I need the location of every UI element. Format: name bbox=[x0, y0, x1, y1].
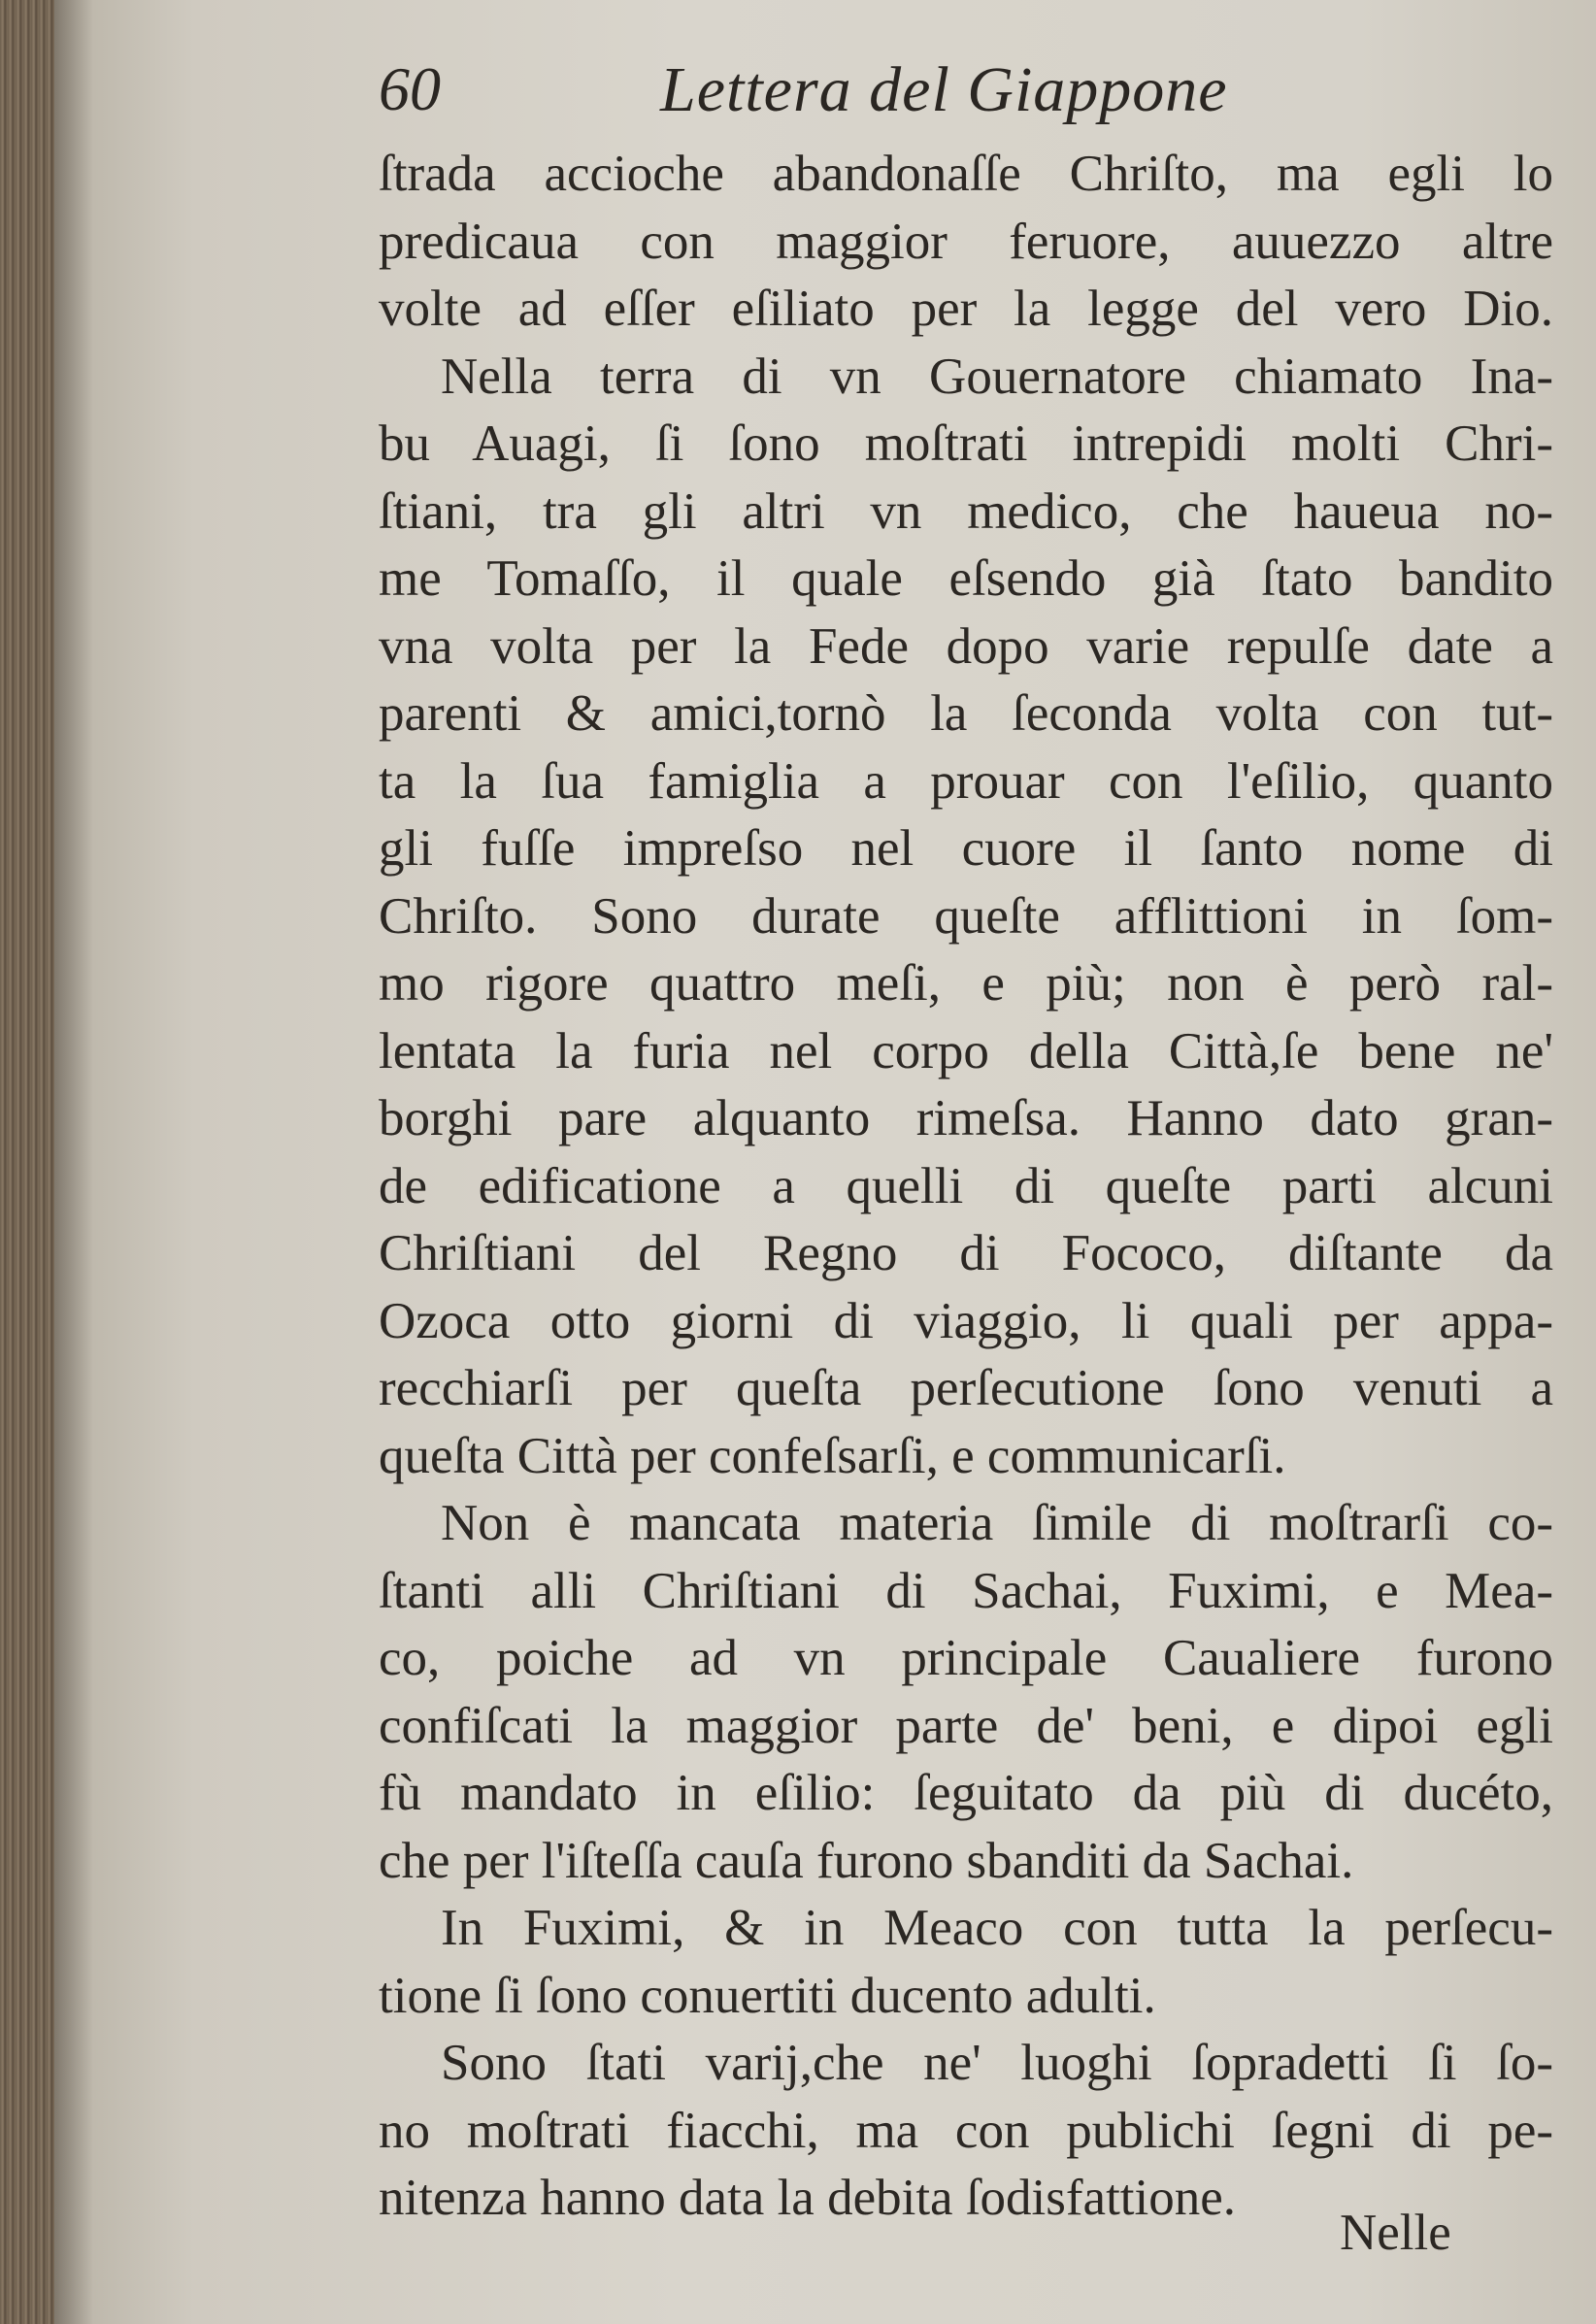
text-line: lentata la furia nel corpo della Città,ſe bene ne' bbox=[379, 1022, 1553, 1079]
text-line: nitenza hanno data la debita ſodisfattione. bbox=[379, 2170, 1237, 2226]
text-line: mo rigore quattro meſi, e più; non è però ral- bbox=[379, 955, 1553, 1012]
text-line: borghi pare alquanto rimeſsa. Hanno dato gran- bbox=[379, 1090, 1553, 1146]
text-line: recchiarſi per queſta perſecutione ſono venuti a bbox=[379, 1360, 1553, 1416]
text-line: ſtanti alli Chriſtiani di Sachai, Fuximi, e Mea- bbox=[379, 1562, 1553, 1619]
text-line: Sono ſtati varij,che ne' luoghi ſopradetti ſi ſo- bbox=[441, 2035, 1553, 2091]
text-line: vna volta per la Fede dopo varie repulſe date a bbox=[379, 617, 1553, 675]
text-line: volte ad eſſer eſiliato per la legge del vero Dio. bbox=[379, 281, 1553, 337]
text-line: bu Auagi, ſi ſono moſtrati intrepidi molti Chri- bbox=[379, 415, 1553, 472]
text-line: queſta Città per confeſsarſi, e communicarſi. bbox=[379, 1427, 1286, 1484]
text-line: parenti & amici,tornò la ſeconda volta con tut- bbox=[379, 685, 1553, 742]
text-line: co, poiche ad vn principale Caualiere furono bbox=[379, 1630, 1553, 1686]
text-line: de edificatione a quelli di queſte parti alcuni bbox=[379, 1157, 1553, 1214]
text-line: ta la ſua famiglia a prouar con l'eſilio, quanto bbox=[379, 752, 1553, 810]
text-line: me Tomaſſo, il quale eſsendo già ſtato bandito bbox=[379, 550, 1553, 607]
text-line: tione ſi ſono conuertiti ducento adulti. bbox=[379, 1967, 1156, 2024]
page-gutter-shadow bbox=[54, 0, 93, 2324]
body-text bbox=[379, 141, 1553, 2233]
text-line: In Fuximi, & in Meaco con tutta la perſecu- bbox=[441, 1900, 1553, 1956]
catchword: Nelle bbox=[1340, 2205, 1451, 2261]
text-line: ſtiani, tra gli altri vn medico, che haueua no- bbox=[379, 482, 1553, 540]
running-title: Lettera del Giappone bbox=[660, 54, 1228, 125]
text-line: Nella terra di vn Gouernatore chiamato Ina- bbox=[441, 348, 1553, 405]
text-line: ſtrada accioche abandonaſſe Chriſto, ma egli lo bbox=[379, 146, 1553, 202]
page-number: 60 bbox=[379, 54, 441, 123]
page-header bbox=[379, 53, 1544, 141]
text-line: gli fuſſe impreſso nel cuore il ſanto nome di bbox=[379, 820, 1553, 877]
text-line: predicaua con maggior feruore, auuezzo altre bbox=[379, 213, 1553, 270]
text-line: Chriſtiani del Regno di Fococo, diſtante da bbox=[379, 1225, 1553, 1281]
text-line: fù mandato in eſilio: ſeguitato da più di ducéto, bbox=[379, 1765, 1553, 1821]
text-line: Non è mancata materia ſimile di moſtrarſi co- bbox=[441, 1495, 1553, 1551]
text-line: Ozoca otto giorni di viaggio, li quali per appa- bbox=[379, 1292, 1553, 1349]
page-fore-edge bbox=[0, 0, 54, 2324]
text-line: che per l'iſteſſa cauſa furono sbanditi da Sachai. bbox=[379, 1832, 1354, 1889]
text-line: no moſtrati fiacchi, ma con publichi ſegni di pe- bbox=[379, 2102, 1553, 2159]
text-line: Chriſto. Sono durate queſte afflittioni in ſom- bbox=[379, 887, 1553, 945]
text-line: confiſcati la maggior parte de' beni, e dipoi egli bbox=[379, 1697, 1553, 1754]
